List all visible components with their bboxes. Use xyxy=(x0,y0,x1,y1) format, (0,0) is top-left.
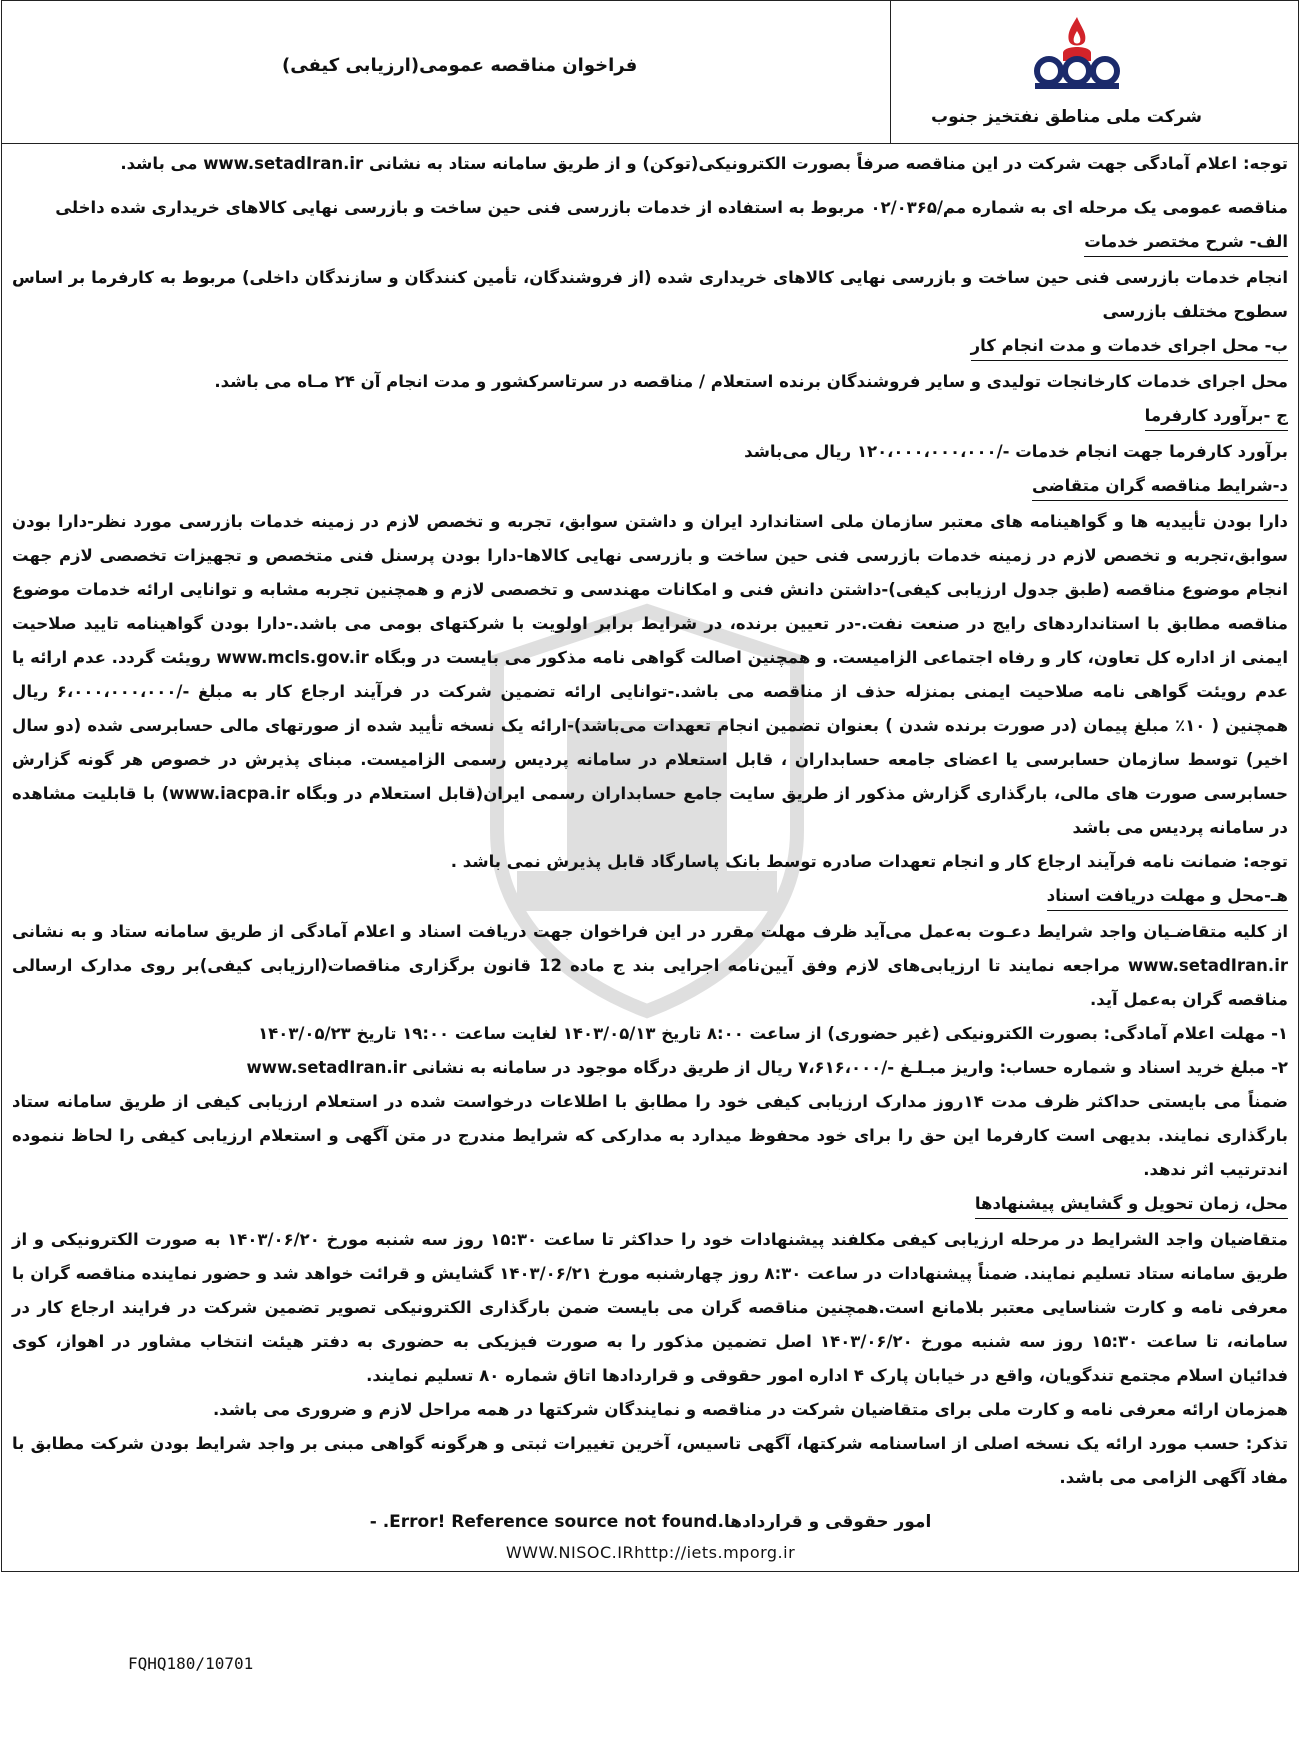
footer-websites: WWW.NISOC.IRhttp://iets.mporg.ir xyxy=(505,1543,796,1562)
notice-body xyxy=(12,147,1288,1495)
header-divider xyxy=(890,1,891,143)
section-d-heading: د-شرایط مناقصه گران متقاضی xyxy=(1032,472,1288,501)
section-d-text: دارا بودن تأییدیه ها و گواهینامه های معتبر سازمان ملی استاندارد ایران و داشتن سوابق، تجربه و تخصص لازم در زمینه خدمات بازرسی مورد نظر-دارا بودن سوابق،تجربه و تخصص لازم در زمینه خدمات بازرسی فنی حین ساخت و بازرسی نهایی کالاها-دارا بودن پرسنل فنی متخصص و تجهیزات تخصصی لازم جهت انجام موضوع مناقصه (طبق جدول ارزیابی کیفی)-داشتن دانش فنی و امکانات مهندسی و تخصصی لازم و همچنین تجربه مشابه و توانایی ارائه خدمات موضوع مناقصه مطابق با استانداردهای رایج در صنعت نفت.-در تعیین برنده، در شرایط برابر اولویت با شرکتهای بومی می باشد.-دارا بودن گواهینامه تایید صلاحیت ایمنی از اداره کل تعاون، کار و رفاه اجتماعی الزامیست. و همچنین اصالت گواهی نامه مذکور می بایست در وبگاه www.mcls.gov.ir رویئت گردد. عدم ارائه یا عدم رویئت گواهی نامه صلاحیت ایمنی بمنزله حذف از مناقصه می باشد.-توانایی ارائه تضمین شرکت در فرآیند ارجاع کار به مبلغ -/۶،۰۰۰،۰۰۰،۰۰۰ ریال همچنین ( ۱۰٪ مبلغ پیمان (در صورت برنده شدن ) بعنوان تضمین انجام تعهدات می‌باشد)-ارائه یک نسخه تأیید شده از صورتهای مالی حسابرسی شده (دو سال اخیر) توسط سازمان حسابرسی یا اعضای جامعه حسابداران ، قابل استعلام در سامانه پردیس رسمی الزامیست. مبنای پذیرش در خصوص هر گونه گزارش حسابرسی صورت های مالی، بارگذاری گزارش مذکور از طریق سایت جامع حسابداران رسمی ایران(قابل استعلام در وبگاه www.iacpa.ir) با قابلیت مشاهده در سامانه پردیس می باشد xyxy=(12,512,1289,837)
company-name: شرکت ملی مناطق نفتخیز جنوب xyxy=(931,107,1202,127)
notice-frame xyxy=(1,0,1299,1572)
section-a-heading: الف- شرح مختصر خدمات xyxy=(1084,228,1288,257)
documents-note: ضمناً می بایستی حداکثر ظرف مدت ۱۴روز مدارک ارزیابی کیفی خود را مطابق با اطلاعات درخواست شده در استعلام ارزیابی کیفی از طریق سامانه ستاد بارگذاری نمایند. بدیهی است کارفرما این حق را برای خود محفوظ میدارد به مدارکی که شرایط مندرج در متن آگهی و استعلام ارزیابی کیفی را لحاظ ننموده اندترتیب اثر ندهد. xyxy=(12,1092,1288,1179)
section-f-heading: محل، زمان تحویل و گشایش پیشنهادها xyxy=(975,1190,1288,1219)
section-b-heading: ب- محل اجرای خدمات و مدت انجام کار xyxy=(971,332,1288,361)
section-c-text: برآورد کارفرما جهت انجام خدمات -/۱۲۰،۰۰۰،۰۰۰،۰۰۰ ریال می‌باشد xyxy=(744,442,1288,461)
document-code: FQHQ180/10701 xyxy=(128,1654,254,1673)
flame-logo-icon xyxy=(1027,13,1127,93)
section-f-text: متقاضیان واجد الشرایط در مرحله ارزیابی کیفی مکلفند پیشنهادات خود را حداکثر تا ساعت ۱۵:۳۰ روز سه شنبه مورخ ۱۴۰۳/۰۶/۲۰ به صورت الکترونیکی و از طریق سامانه ستاد تسلیم نمایند. ضمناً پیشنهادات در ساعت ۸:۳۰ روز چهارشنبه مورخ ۱۴۰۳/۰۶/۲۱ گشایش و قرائت خواهد شد و حضور نماینده مناقصه گران با معرفی نامه و کارت شناسایی معتبر بلامانع است.همچنین مناقصه گران می بایست ضمن بارگذاری الکترونیکی تصویر تضمین شرکت در فرایند ارجاع کار در سامانه، تا ساعت ۱۵:۳۰ روز سه شنبه مورخ ۱۴۰۳/۰۶/۲۰ اصل تضمین مذکور را به صورت فیزیکی به حضوری به دفتر هیئت انتخاب مشاور در اهواز، کوی فدائیان اسلام مجتمع تندگویان، واقع در خیابان پارک ۴ اداره امور حقوقی و قراردادها اتاق شماره ۸۰ تسلیم نمایند. xyxy=(12,1230,1289,1385)
section-e-text: از کلیه متقاضـیان واجد شرایط دعـوت به‌عمل می‌آید ظرف مهلت مقرر در این فراخوان جهت دریافت اسناد و اعلام آمادگی از طریق سامانه ستاد و به نشانی www.setadIran.ir مراجعه نمایند تا ارزیابی‌های لازم وفق آیین‌نامه اجرایی بند ج ماده 12 قانون برگزاری مناقصات(ارزیابی کیفی)بر روی مدارک ارسالی مناقصه گران به‌عمل آید. xyxy=(12,922,1288,1009)
deadline-item: ۱- مهلت اعلام آمادگی: بصورت الکترونیکی (غیر حضوری) از ساعت ۸:۰۰ تاریخ ۱۴۰۳/۰۵/۱۳ لغایت ساعت ۱۹:۰۰ تاریخ ۱۴۰۳/۰۵/۲۳ xyxy=(258,1024,1288,1043)
section-c-heading: ج -برآورد کارفرما xyxy=(1145,402,1288,431)
notice-token: توجه: اعلام آمادگی جهت شرکت در این مناقصه صرفاً بصورت الکترونیکی(توکن) و از طریق سامانه ستاد به نشانی www.setadIran.ir می باشد. xyxy=(120,154,1288,173)
fee-item: ۲- مبلغ خرید اسناد و شماره حساب: واریز مبـلـغ -/۷،۶۱۶،۰۰۰ ریال از طریق درگاه موجود در سامانه به نشانی www.setadIran.ir xyxy=(246,1058,1288,1077)
id-note: همزمان ارائه معرفی نامه و کارت ملی برای متقاضیان شرکت در مناقصه و نمایندگان شرکتها در همه مراحل لازم و ضروری می باشد. xyxy=(212,1400,1288,1419)
section-a-text: انجام خدمات بازرسی فنی حین ساخت و بازرسی نهایی کالاهای خریداری شده (از فروشندگان، تأمین کنندگان و سازندگان داخلی) مربوط به کارفرما بر اساس سطوح مختلف بازرسی xyxy=(12,268,1288,321)
footer-department: امور حقوقی و قراردادها.Error! Reference source not found. - xyxy=(369,1512,932,1532)
tender-title: فراخوان مناقصه عمومی(ارزیابی کیفی) xyxy=(282,55,638,76)
intro-paragraph: مناقصه عمومی یک مرحله ای به شماره مم/۰۲/۰۳۶۵ مربوط به استفاده از خدمات بازرسی فنی حین ساخت و بازرسی نهایی کالاهای خریداری شده داخلی xyxy=(55,198,1288,217)
section-b-text: محل اجرای خدمات کارخانجات تولیدی و سایر فروشندگان برنده استعلام / مناقصه در سرتاسرکشور و مدت انجام آن ۲۴ مـاه می باشد. xyxy=(214,372,1288,391)
notice-bank: توجه: ضمانت نامه فرآیند ارجاع کار و انجام تعهدات صادره توسط بانک پاسارگاد قابل پذیرش نمی باشد . xyxy=(450,852,1288,871)
section-e-heading: هـ-محل و مهلت دریافت اسناد xyxy=(1047,882,1288,911)
reminder-note: تذکر: حسب مورد ارائه یک نسخه اصلی از اساسنامه شرکتها، آگهی تاسیس، آخرین تغییرات ثبتی و هرگونه گواهی مبنی بر واجد شرایط بودن شرکت مطابق با مفاد آگهی الزامی می باشد. xyxy=(12,1434,1288,1487)
header xyxy=(2,1,1298,144)
